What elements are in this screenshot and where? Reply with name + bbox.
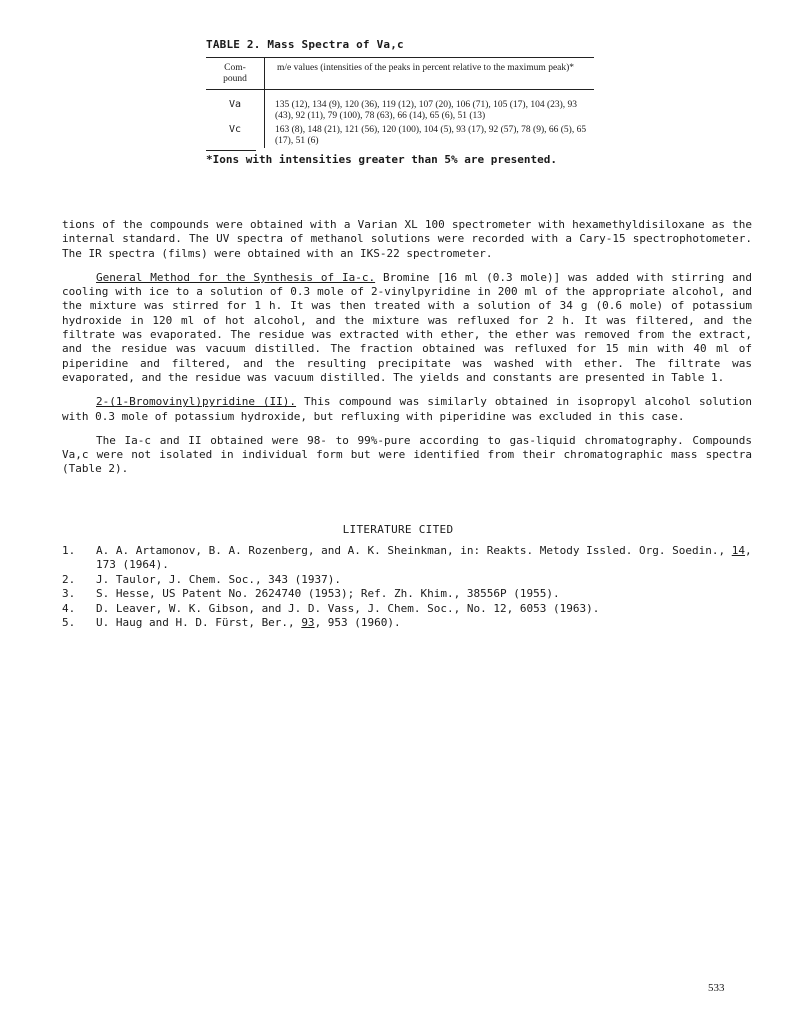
reference-item: 1. A. A. Artamonov, B. A. Rozenberg, and A. K. Sheinkman, in: Reakts. Metody Issled. Org. Soedin., 14, 173 (1964).: [62, 544, 752, 572]
table-2-block: [206, 38, 594, 166]
reference-list: [62, 544, 752, 630]
table-row: [206, 90, 594, 124]
literature-cited-title: LITERATURE CITED: [342, 523, 454, 536]
header-compound: Com- pound: [206, 58, 265, 90]
table-title: TABLE 2. Mass Spectra of Va,c: [206, 38, 404, 51]
row-values: 163 (8), 148 (21), 121 (56), 120 (100), 104 (5), 93 (17), 92 (57), 78 (9), 66 (5), 65 (17), 51 (6): [275, 125, 587, 146]
paragraph-text: This compound was similarly obtained in isopropyl alcohol solution with 0.3 mole of potassium hydroxide, but refluxing with piperidine was excluded in this case.: [62, 395, 752, 423]
section-heading-general-method: General Method for the Synthesis of Ia-c.: [96, 270, 376, 284]
row-values: 135 (12), 134 (9), 120 (36), 119 (12), 107 (20), 106 (71), 105 (17), 104 (23), 93 (43), 92 (11), 79 (100), 78 (63), 66 (14), 65 (6), 51 (13): [275, 100, 578, 121]
footnote-rule: [206, 150, 256, 151]
paragraph-text: The Ia-c and II obtained were 98- to 99%-pure according to gas-liquid chromatography. Compounds Va,c were not isolated in individual form but were identified from their chromatographic mass spectra (Table 2).: [62, 433, 752, 476]
paragraph-purity: [62, 434, 752, 477]
row-compound: Vc: [206, 123, 265, 148]
header-values: m/e values (intensities of the peaks in percent relative to the maximum peak)*: [277, 63, 575, 73]
reference-item: 4. D. Leaver, W. K. Gibson, and J. D. Vass, J. Chem. Soc., No. 12, 6053 (1963).: [62, 601, 600, 615]
reference-item: 2. J. Taulor, J. Chem. Soc., 343 (1937).: [62, 572, 342, 586]
mass-spectra-table: [206, 57, 594, 148]
page-number: 533: [708, 982, 725, 994]
section-heading-bromovinylpyridine: 2-(1-Bromovinyl)pyridine (II).: [96, 395, 297, 409]
row-compound: Va: [206, 90, 265, 124]
table-footnote: *Ions with intensities greater than 5% are presented.: [206, 153, 557, 166]
paragraph-spectra: tions of the compounds were obtained with a Varian XL 100 spectrometer with hexamethyldisiloxane as the internal standard. The UV spectra of methanol solutions were recorded with a Cary-15 spectrophotometer. The IR spectra (films) were obtained with an IKS-22 spectrometer.: [62, 218, 752, 260]
reference-item: 3. S. Hesse, US Patent No. 2624740 (1953); Ref. Zh. Khim., 38556P (1955).: [62, 587, 560, 601]
paragraph-text: Bromine [16 ml (0.3 mole)] was added with stirring and cooling with ice to a solution of 0.3 mole of 2-vinylpyridine in 200 ml of the appropriate alcohol, and the mixture was stirred for 1 h. It was then treated with a solution of 34 g (0.6 mole) of potassium hydroxide in 120 ml of hot alcohol, and the mixture was refluxed for 2 h. It was filtered, and the filtrate was evaporated. The residue was extracted with ether, the ether was removed from the extract, and the residue was vacuum distilled. The fraction obtained was refluxed for 15 min with 40 ml of piperidine and filtered, and the resulting precipitate was washed with ether. The filtrate was evaporated, and the residue was vacuum distilled. The yields and constants are presented in Table 1.: [62, 270, 752, 384]
table-header-row: [206, 58, 594, 90]
reference-item: 5. U. Haug and H. D. Fürst, Ber., 93, 953 (1960).: [62, 616, 401, 630]
table-row: [206, 123, 594, 148]
paragraph-bromovinylpyridine: [62, 395, 752, 424]
body-text: [62, 218, 752, 487]
paragraph-general-method: [62, 271, 752, 385]
